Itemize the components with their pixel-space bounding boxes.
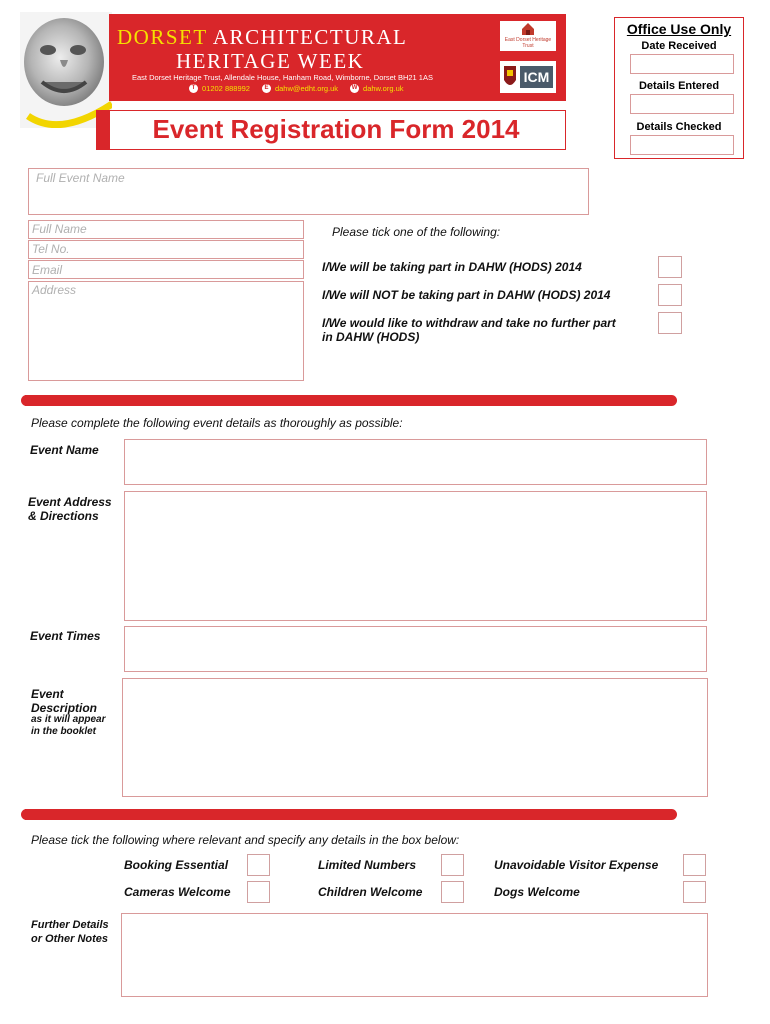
edht-logo [500, 21, 556, 51]
event-name-label: Event Name [30, 443, 99, 457]
form-title-box [96, 110, 566, 150]
participation-option-1: I/We will be taking part in DAHW (HODS) 2014 [322, 260, 582, 274]
event-description-label: Event Description [31, 687, 98, 715]
unavoidable-expense-checkbox[interactable] [683, 854, 706, 876]
email-icon: E [262, 84, 271, 93]
limited-numbers-label: Limited Numbers [318, 858, 417, 872]
full-event-name-placeholder: Full Event Name [36, 171, 125, 185]
title-line-2: HERITAGE WEEK [176, 49, 365, 73]
event-description-note: as it will appear in the booklet [31, 714, 106, 737]
header-banner [109, 14, 566, 101]
limited-numbers-checkbox[interactable] [441, 854, 464, 876]
booking-essential-label: Booking Essential [124, 858, 229, 872]
participation-checkbox-2[interactable] [658, 284, 682, 306]
event-times-field[interactable] [124, 626, 707, 672]
edht-logo-text: East Dorset Heritage Trust [504, 37, 552, 49]
details-entered-field[interactable] [630, 94, 734, 114]
address-placeholder: Address [32, 283, 77, 297]
icm-logo [500, 61, 556, 93]
title-dorset: DORSET [117, 25, 208, 49]
details-checked-label: Details Checked [636, 121, 722, 133]
office-use-panel [614, 17, 744, 159]
participation-option-2: I/We will NOT be taking part in DAHW (HODS) 2014 [322, 288, 611, 302]
title-line-1 [117, 25, 477, 50]
children-welcome-label: Children Welcome [318, 885, 423, 899]
event-times-label: Event Times [30, 629, 101, 643]
participation-prompt: Please tick one of the following: [332, 225, 501, 239]
phone-icon: T [189, 84, 198, 93]
details-checked-field[interactable] [630, 135, 734, 155]
event-description-field[interactable] [122, 678, 708, 797]
booking-essential-checkbox[interactable] [247, 854, 270, 876]
house-icon [521, 22, 535, 36]
email-field[interactable] [28, 260, 304, 279]
dogs-welcome-checkbox[interactable] [683, 881, 706, 903]
section-divider-1 [25, 395, 677, 406]
details-entered-label: Details Entered [638, 80, 720, 92]
event-address-field[interactable] [124, 491, 707, 621]
unavoidable-expense-label: Unavoidable Visitor Expense [494, 858, 659, 872]
tel-placeholder: Tel No. [32, 242, 70, 256]
cameras-welcome-label: Cameras Welcome [124, 885, 231, 899]
dogs-welcome-label: Dogs Welcome [494, 885, 580, 899]
email-placeholder: Email [32, 263, 63, 277]
event-address-label: Event Address & Directions [28, 495, 112, 523]
cameras-welcome-checkbox[interactable] [247, 881, 270, 903]
section-divider-2 [25, 809, 677, 820]
tick-intro: Please tick the following where relevant and specify any details in the box below: [31, 833, 460, 847]
event-name-field[interactable] [124, 439, 707, 485]
date-received-label: Date Received [641, 40, 717, 52]
email-address[interactable]: dahw@edht.org.uk [274, 84, 339, 93]
phone-number: 01202 888992 [202, 84, 250, 93]
children-welcome-checkbox[interactable] [441, 881, 464, 903]
details-intro: Please complete the following event details as thoroughly as possible: [31, 416, 403, 430]
crest-icon [503, 64, 517, 90]
participation-checkbox-3[interactable] [658, 312, 682, 334]
contact-line [189, 84, 489, 93]
icm-logo-text: ICM [520, 66, 553, 88]
full-name-placeholder: Full Name [32, 222, 87, 236]
office-use-title: Office Use Only [626, 21, 732, 37]
website[interactable]: dahw.org.uk [363, 84, 404, 93]
further-details-field[interactable] [121, 913, 708, 997]
title-architectural: ARCHITECTURAL [212, 25, 408, 49]
header-address: East Dorset Heritage Trust, Allendale House, Hanham Road, Wimborne, Dorset BH21 1AS [132, 73, 433, 82]
participation-option-3: I/We would like to withdraw and take no further part in DAHW (HODS) [322, 316, 616, 344]
form-title: Event Registration Form 2014 [152, 114, 520, 144]
web-icon: W [351, 85, 358, 91]
participation-checkbox-1[interactable] [658, 256, 682, 278]
further-details-label: Further Details or Other Notes [31, 919, 109, 945]
date-received-field[interactable] [630, 54, 734, 74]
